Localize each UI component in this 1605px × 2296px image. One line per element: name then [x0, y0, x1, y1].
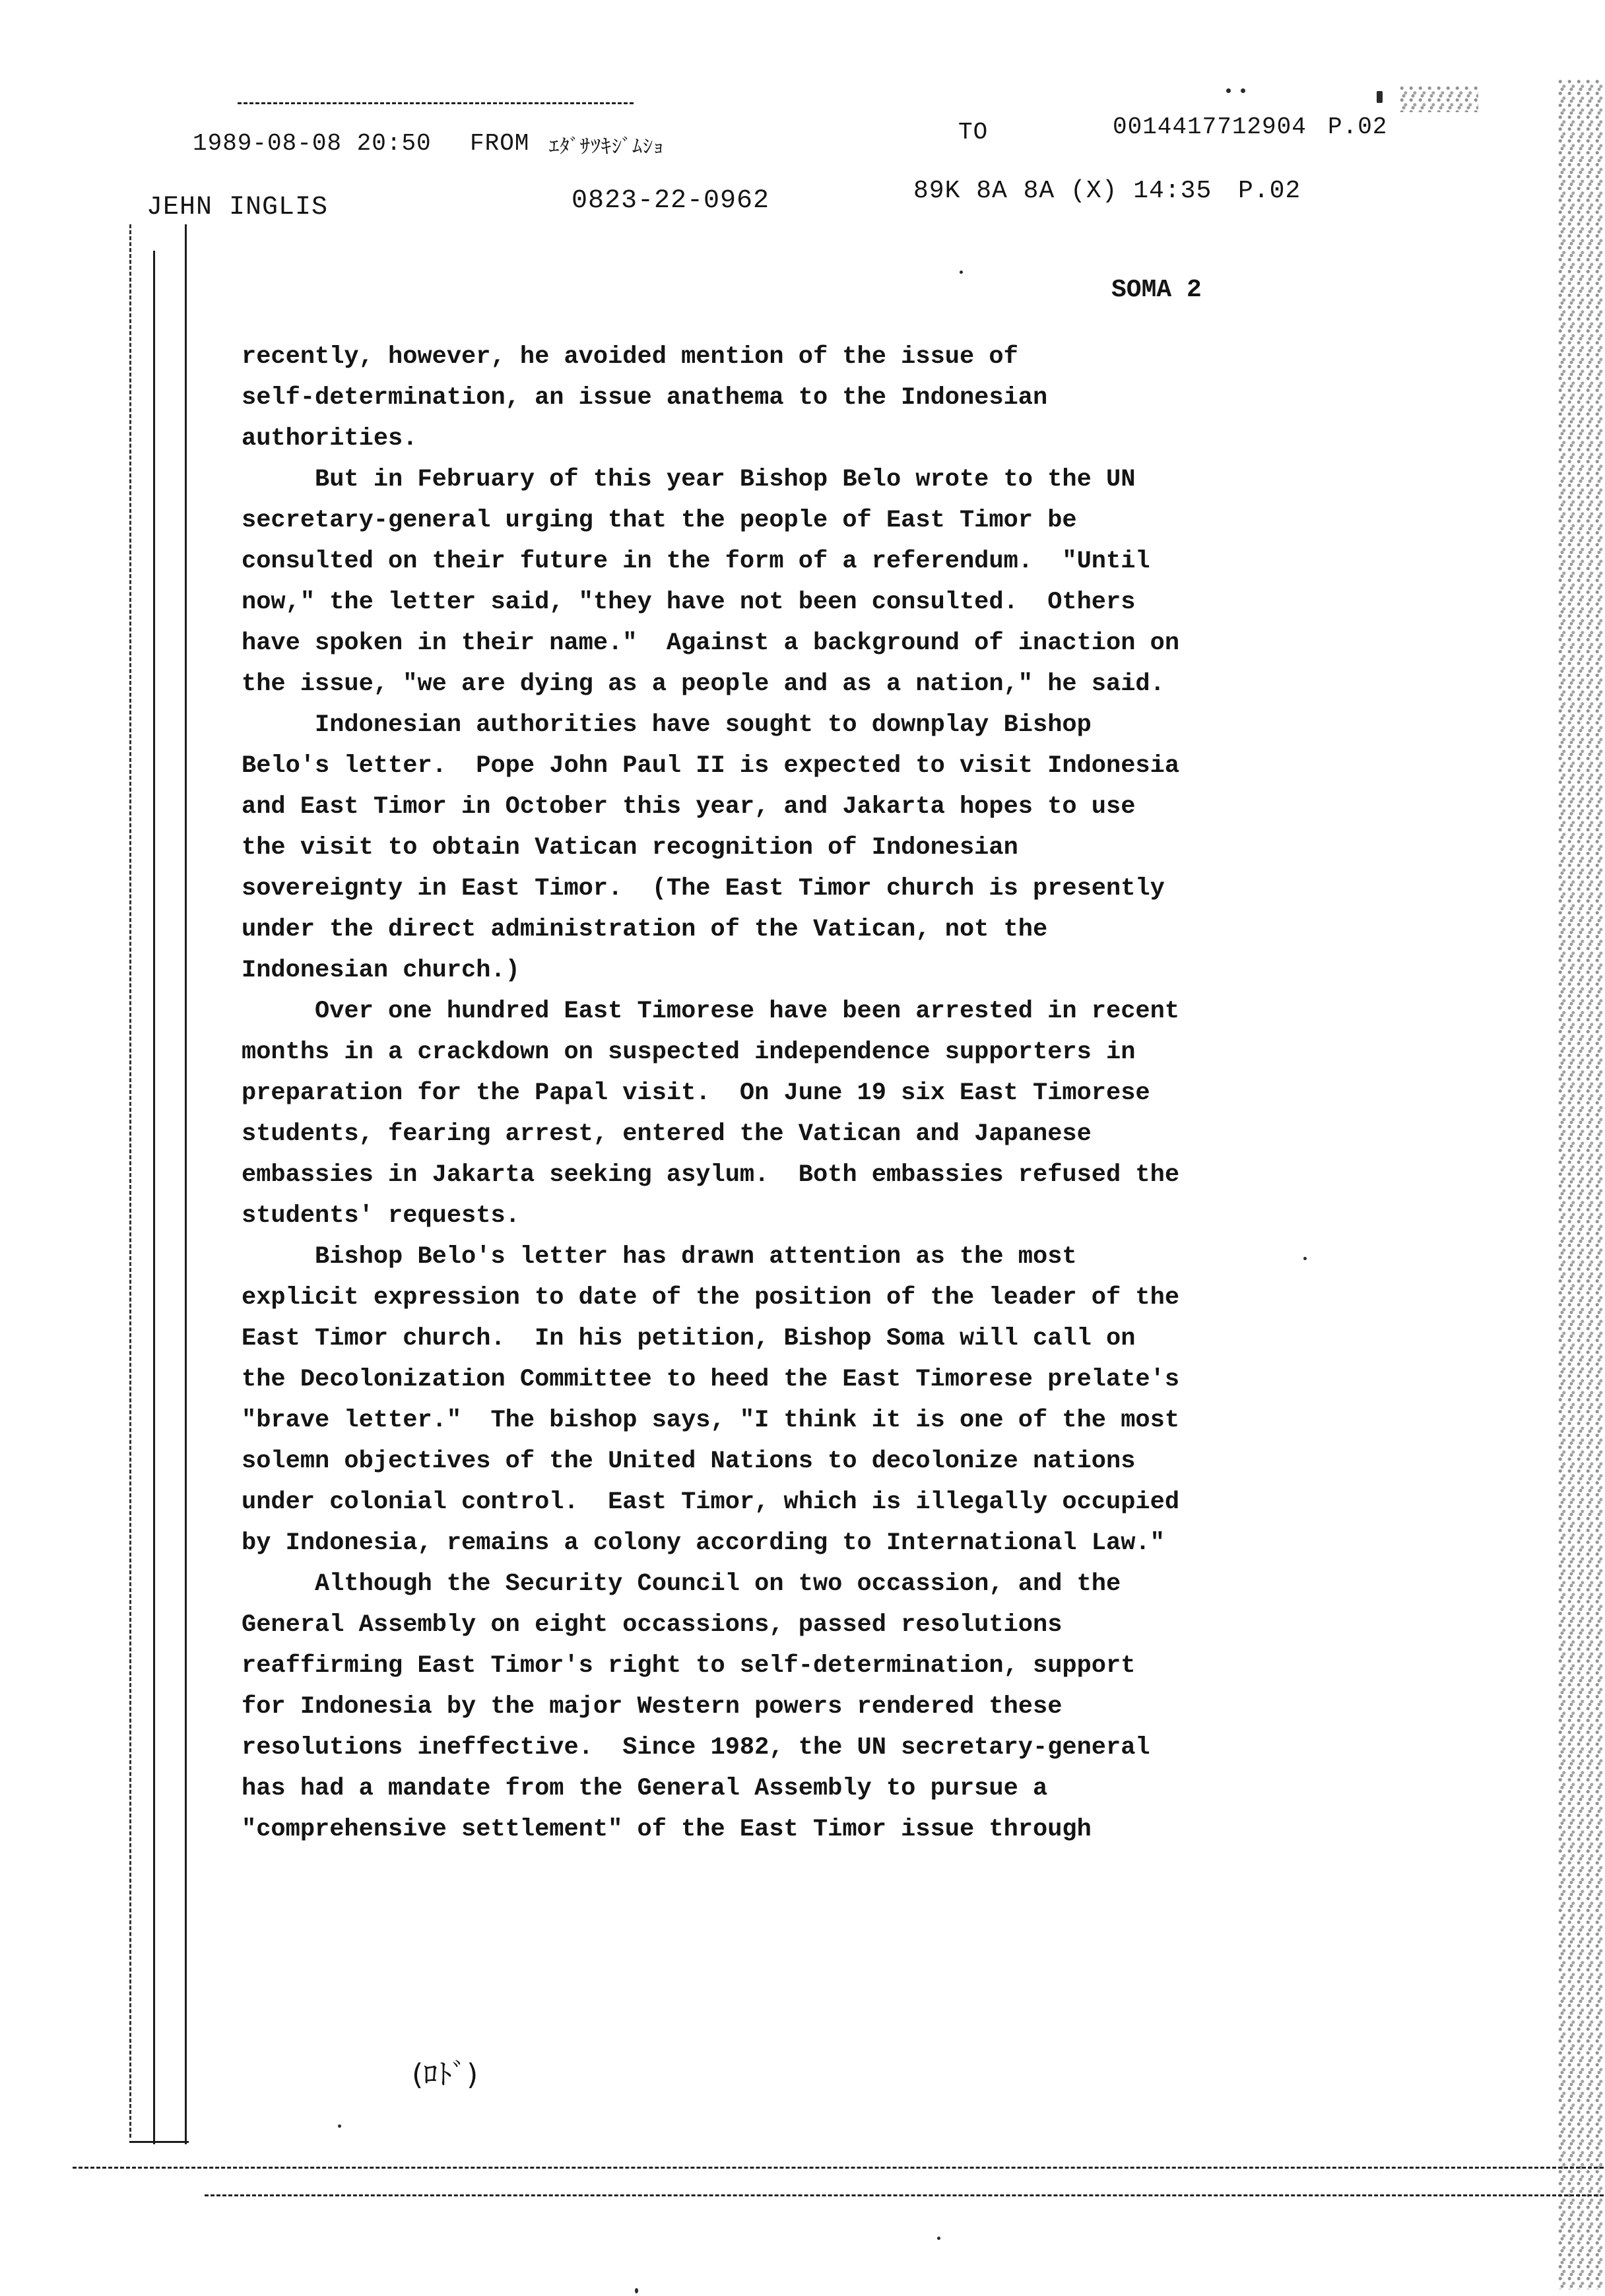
body-line: Belo's letter. Pope John Paul II is expected to visit Indonesia [242, 752, 1180, 780]
sender-phone: 0823-22-0962 [572, 186, 770, 216]
body-line: months in a crackdown on suspected independence supporters in [242, 1038, 1136, 1066]
body-line: Indonesian authorities have sought to downplay Bishop [242, 711, 1092, 739]
body-line: under colonial control. East Timor, which is illegally occupied [242, 1488, 1180, 1516]
body-line: Over one hundred East Timorese have been arrested in recent [242, 998, 1180, 1025]
fax-timestamp: 1989-08-08 20:50 [193, 130, 432, 157]
body-line: the visit to obtain Vatican recognition of Indonesian [242, 834, 1018, 862]
body-line: preparation for the Papal visit. On June 19 six East Timorese [242, 1079, 1150, 1107]
speck [960, 271, 963, 274]
body-line: "brave letter." The bishop says, "I think it is one of the most [242, 1407, 1180, 1434]
body-line: self-determination, an issue anathema to the Indonesian [242, 384, 1048, 412]
body-line: sovereignty in East Timor. (The East Timor church is presently [242, 875, 1165, 903]
body-line: students, fearing arrest, entered the Vatican and Japanese [242, 1120, 1092, 1148]
body-line: solemn objectives of the United Nations to decolonize nations [242, 1448, 1136, 1475]
sender-page: P.02 [1238, 177, 1301, 205]
body-line: recently, however, he avoided mention of the issue of [242, 343, 1018, 371]
body-line: and East Timor in October this year, and Jakarta hopes to use [242, 793, 1136, 821]
body-line: has had a mandate from the General Assembly to pursue a [242, 1775, 1048, 1802]
top-right-noise [1399, 86, 1478, 112]
body-line: under the direct administration of the Vatican, not the [242, 916, 1048, 943]
fax-from-name: ｴﾀﾞｻﾂｷｼﾞﾑｼｮ [549, 135, 664, 158]
speck [1303, 1257, 1307, 1260]
sender-name: JEHN INGLIS [147, 193, 329, 222]
body-line: Bishop Belo's letter has drawn attention as the most [242, 1243, 1077, 1271]
speck [1226, 88, 1231, 93]
footer-stamp-mark: (ﾛﾄﾞ) [412, 2058, 478, 2091]
fax-from-label: FROM [470, 130, 530, 157]
body-line: But in February of this year Bishop Belo wrote to the UN [242, 466, 1136, 494]
body-line: East Timor church. In his petition, Bishop Soma will call on [242, 1325, 1136, 1353]
speck [1241, 88, 1245, 93]
body-line: for Indonesia by the major Western powers rendered these [242, 1693, 1063, 1721]
fax-number: 0014417712904 [1113, 113, 1307, 141]
body-line: General Assembly on eight occassions, passed resolutions [242, 1611, 1063, 1639]
page-label: SOMA 2 [1111, 276, 1202, 304]
body-line: "comprehensive settlement" of the East Timor issue through [242, 1816, 1092, 1843]
left-frame-bottom [129, 2141, 189, 2143]
fax-to-label: TO [958, 119, 989, 146]
body-line: secretary-general urging that the people of East Timor be [242, 507, 1077, 534]
body-line: have spoken in their name." Against a background of inaction on [242, 629, 1180, 657]
left-dashed-margin [129, 224, 131, 2138]
body-line: now," the letter said, "they have not been consulted. Others [242, 589, 1136, 616]
body-text [242, 336, 1337, 1850]
body-line: Indonesian church.) [242, 957, 520, 984]
footer-rule-2 [205, 2194, 1604, 2196]
speck [1377, 91, 1383, 103]
body-line: consulted on their future in the form of a referendum. "Until [242, 548, 1150, 575]
sender-datetime: 89K 8A 8A (X) 14:35 [913, 177, 1212, 205]
body-line: Although the Security Council on two occassion, and the [242, 1570, 1121, 1598]
fax-page: P.02 [1328, 113, 1388, 141]
body-line: students' requests. [242, 1202, 520, 1230]
header-rule-top [238, 102, 634, 104]
speck [937, 2237, 940, 2240]
left-frame-line [153, 251, 155, 2144]
body-line: authorities. [242, 425, 418, 453]
body-line: reaffirming East Timor's right to self-determination, support [242, 1652, 1136, 1680]
body-line: the Decolonization Committee to heed the East Timorese prelate's [242, 1366, 1180, 1393]
speck [338, 2124, 341, 2128]
body-line: the issue, "we are dying as a people and as a nation," he said. [242, 670, 1165, 698]
footer-rule-1 [73, 2167, 1604, 2169]
left-frame-line-inner [185, 224, 187, 2144]
body-line: embassies in Jakarta seeking asylum. Both embassies refused the [242, 1161, 1180, 1189]
body-line: by Indonesia, remains a colony according to International Law." [242, 1529, 1165, 1557]
right-edge-noise [1557, 79, 1604, 2289]
body-line: explicit expression to date of the position of the leader of the [242, 1284, 1180, 1312]
speck [635, 2288, 638, 2293]
body-line: resolutions ineffective. Since 1982, the UN secretary-general [242, 1734, 1150, 1762]
